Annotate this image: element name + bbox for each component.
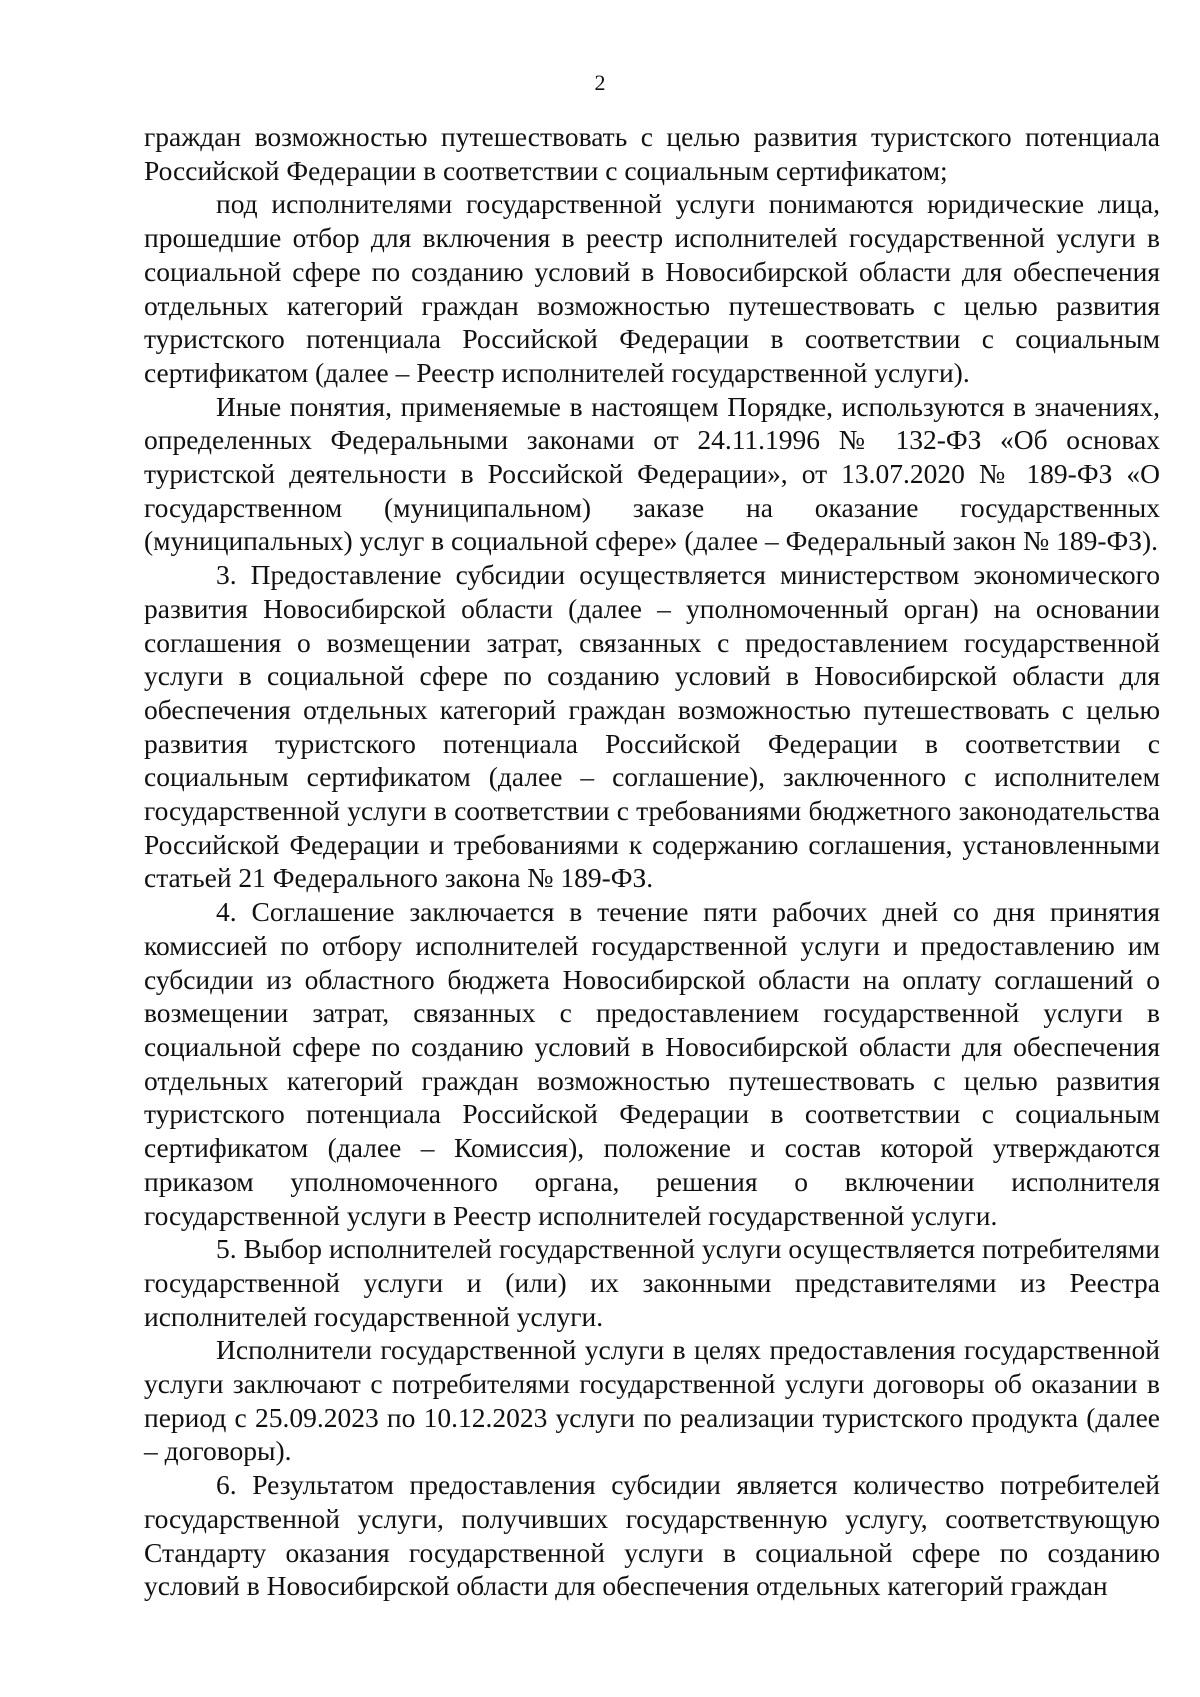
paragraph-clause-5: 5. Выбор исполнителей государственной услуги осуществляется потребителями государственной услуги и (или) их законными представителями из Реестра исполнителей государственной услуги. [144,1233,1160,1332]
paragraph-clause-3: 3. Предоставление субсидии осуществляется министерством экономического развития Новосибирской области (далее – уполномоченный орган) на основании соглашения о возмещении затрат, связанных с предоставлением государственной услуги в социальной сфере по созданию условий в Новосибирской области для обеспечения отдельных категорий граждан возможностью путешествовать с целью развития туристского потенциала Российской Федерации в соответствии с социальным сертификатом (далее – соглашение), заключенного с исполнителем государственной услуги в соответствии с требованиями бюджетного законодательства Российской Федерации и требованиями к содержанию соглашения, установленными статьей 21 Федерального закона № 189-ФЗ. [144,559,1160,894]
page-number: 2 [594,70,606,95]
paragraph-executors-contracts: Исполнители государственной услуги в целях предоставления государственной услуги заключают с потребителями государственной услуги договоры об оказании в период с 25.09.2023 по 10.12.2023 услуги по реализации туристского продукта (далее – договоры). [144,1334,1160,1467]
paragraph-clause-4: 4. Соглашение заключается в течение пяти рабочих дней со дня принятия комиссией по отбору исполнителей государственной услуги и предоставлению им субсидии из областного бюджета Новосибирской области на оплату соглашений о возмещении затрат, связанных с предоставлением государственной услуги в социальной сфере по созданию условий в Новосибирской области для обеспечения отдельных категорий граждан возможностью путешествовать с целью развития туристского потенциала Российской Федерации в соответствии с социальным сертификатом (далее – Комиссия), положение и состав которой утверждаются приказом уполномоченного органа, решения о включении исполнителя государственной услуги в Реестр исполнителей государственной услуги. [144,896,1160,1231]
paragraph-other-concepts: Иные понятия, применяемые в настоящем Порядке, используются в значениях, определенных Федеральными законами от 24.11.1996 № 132-ФЗ «Об основах туристской деятельности в Российской Федерации», от 13.07.2020 № 189-ФЗ «О государственном (муниципальном) заказе на оказание государственных (муниципальных) услуг в социальной сфере» (далее – Федеральный закон № 189-ФЗ). [144,390,1160,557]
paragraph-clause-6: 6. Результатом предоставления субсидии является количество потребителей государственной услуги, получивших государственную услугу, соответствующую Стандарту оказания государственной услуги в социальной сфере по созданию условий в Новосибирской области для обеспечения отдельных категорий граждан [144,1469,1160,1602]
paragraph-definition-executors: под исполнителями государственной услуги понимаются юридические лица, прошедшие отбор для включения в реестр исполнителей государственной услуги в социальной сфере по созданию условий в Новосибирской области для обеспечения отдельных категорий граждан возможностью путешествовать с целью развития туристского потенциала Российской Федерации в соответствии с социальным сертификатом (далее – Реестр исполнителей государственной услуги). [144,188,1160,388]
document-body [144,120,1160,1603]
paragraph-continuation: граждан возможностью путешествовать с целью развития туристского потенциала Российской Федерации в соответствии с социальным сертификатом; [144,121,1160,186]
